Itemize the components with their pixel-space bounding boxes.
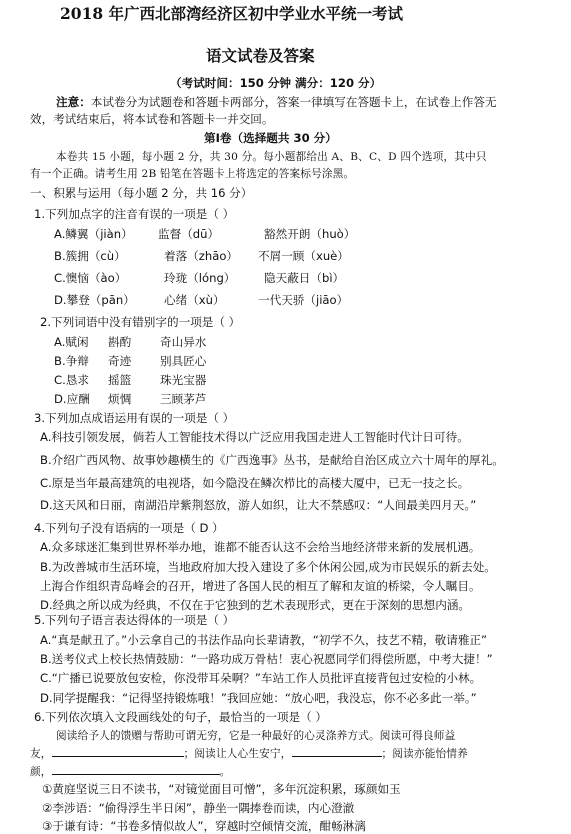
q2-option-a1: A.赋闲 [54, 335, 89, 349]
exam-info: （考试时间：150 分钟 满分：120 分） [170, 76, 382, 90]
q2-option-a2: 斟酌 [108, 335, 132, 349]
q6-item-1: ①黄庭坚说三日不读书，“对镜觉面目可憎”，多年沉淀积累，琢颜如玉 [42, 782, 401, 796]
q2-option-d1: D.应酬 [54, 392, 90, 406]
q6-passage-line-1: 阅读给予人的馈赠与帮助可谓无穷，它是一种最好的心灵涤养方式。阅读可得良师益 [56, 730, 456, 742]
q6-passage-line-3: 颜， 。 [30, 762, 230, 780]
q3-option-a: A.科技引领发展，倘若人工智能技术得以广泛应用我国走进人工智能时代计日可待。 [40, 430, 469, 444]
notice-label: 注意： [56, 95, 91, 109]
q5-stem: 5.下列句子语言表达得体的一项是（ ） [34, 613, 235, 627]
q4-stem: 4.下列句子没有语病的一项是（ D ） [34, 521, 224, 535]
part-heading: 一、积累与运用（每小题 2 分，共 16 分） [30, 186, 253, 200]
q6-item-3: ③于谦有诗：“书卷多情似故人”，穿越时空倾情交流，酣畅淋漓 [42, 819, 366, 833]
q2-option-d2: 烦惆 [108, 392, 132, 406]
q3-option-c: C.原是当年最高建筑的电视塔，如今隐没在鳞次栉比的高楼大厦中，已无一技之长。 [40, 476, 470, 490]
q2-option-b2: 奇迹 [108, 354, 132, 368]
q1-option-d1: D.攀登（pān） [54, 293, 135, 307]
q1-option-c2: 玲珑（lóng） [164, 271, 236, 285]
q3-option-d: D.这天风和日丽，南湖沿岸紫荆怒放，游人如织，让大不禁感叹：“人间最美四月天。” [40, 498, 477, 512]
q2-option-a3: 奇山异水 [160, 335, 207, 349]
notice-line-1: 注意：本试卷分为试题卷和答题卡两部分，答案一律填写在答题卡上，在试卷上作答无 [56, 95, 497, 109]
q1-option-c1: C.懊恼（ào） [54, 271, 127, 285]
q3-option-b: B.介绍广西风物、故事妙趣横生的《广西逸事》丛书，是献给自治区成立六十周年的厚礼。 [40, 453, 504, 467]
q2-stem: 2.下列词语中没有错别字的一项是（ ） [40, 315, 241, 329]
notice-line-2: 效，考试结束后，将本试卷和答题卡一并交回。 [30, 112, 274, 126]
q6-passage-line-2: 友， ；阅读让人心生安宁， ；阅读亦能怡情养 [30, 744, 468, 762]
document-subtitle: 语文试卷及答案 [206, 46, 315, 65]
q1-option-b1: B.簇拥（cù） [54, 249, 126, 263]
q5-option-d: D.同学提醒我：“记得坚持锻炼哦！”我回应她：“放心吧，我没忘，你不必多此一举。” [40, 691, 477, 705]
q1-option-b3: 不屑一顾（xuè） [258, 249, 349, 263]
q6-blank-2 [292, 744, 382, 757]
section-intro-2: 有一个正确。请考生用 2B 铅笔在答题卡上将选定的答案标号涂黑。 [30, 168, 355, 180]
q1-stem: 1.下列加点字的注音有误的一项是（ ） [34, 207, 235, 221]
q6-stem: 6.下列依次填入文段画线处的句子，最恰当的一项是（ ） [34, 710, 327, 724]
q2-option-d3: 三顾茅芦 [160, 392, 207, 406]
q1-option-a3: 豁然开朗（huò） [264, 227, 356, 241]
q5-option-c: C.“广播已说要放包安检，你没带耳朵啊？”车站工作人员批评直接背包过安检的小林。 [40, 671, 482, 685]
q6-blank-1 [52, 744, 184, 757]
q6-blank-3 [52, 762, 220, 775]
q4-option-b: B.为改善城市生活环境，当地政府加大投入建设了多个休闲公园,成为市民娱乐的新去处。 [40, 560, 496, 574]
q2-option-c2: 摇篮 [108, 373, 132, 387]
section-intro-1: 本卷共 15 小题，每小题 2 分，共 30 分。每小题都给出 A、B、C、D 四个选项，其中只 [56, 151, 487, 163]
q4-option-c: 上海合作组织青岛峰会的召开，增进了各国人民的相互了解和友谊的桥梁，令人瞩目。 [40, 579, 481, 593]
q1-option-d3: 一代天骄（jiāo） [258, 293, 349, 307]
section-title: 第Ⅰ卷（选择题共 30 分） [204, 131, 337, 145]
q1-option-a1: A.鳞翼（jiàn） [54, 227, 133, 241]
document-title: 2018 年广西北部湾经济区初中学业水平统一考试 [60, 4, 404, 23]
q2-option-b1: B.争辩 [54, 354, 89, 368]
q4-option-a: A.众多球迷汇集到世界杯举办地，谁都不能否认这不会给当地经济带来新的发展机遇。 [40, 540, 481, 554]
q1-option-b2: 着落（zhāo） [164, 249, 239, 263]
q2-option-b3: 别具匠心 [160, 354, 207, 368]
q2-option-c1: C.恳求 [54, 373, 89, 387]
q5-option-b: B.送考仪式上校长热情鼓励：“一路功成万骨枯！衷心祝愿同学们得偿所愿，中考大捷！” [40, 652, 493, 666]
q1-option-a2: 监督（dū） [158, 227, 220, 241]
q5-option-a: A.“真是献丑了。”小云拿自己的书法作品向长辈请教，“初学不久，技艺不精，敬请雅正” [40, 633, 488, 647]
q2-option-c3: 珠光宝器 [160, 373, 207, 387]
q4-option-d: D.经典之所以成为经典，不仅在于它独到的艺术表现形式，更在于深刻的思想内涵。 [40, 598, 470, 612]
q1-option-c3: 隐天蔽日（bì） [264, 271, 345, 285]
q3-stem: 3.下列加点成语运用有误的一项是（ ） [34, 411, 235, 425]
q1-option-d2: 心绪（xù） [164, 293, 225, 307]
q6-item-2: ②李涉语：“偷得浮生半日闲”，静坐一隅捧卷而读，内心澄澈 [42, 801, 355, 815]
